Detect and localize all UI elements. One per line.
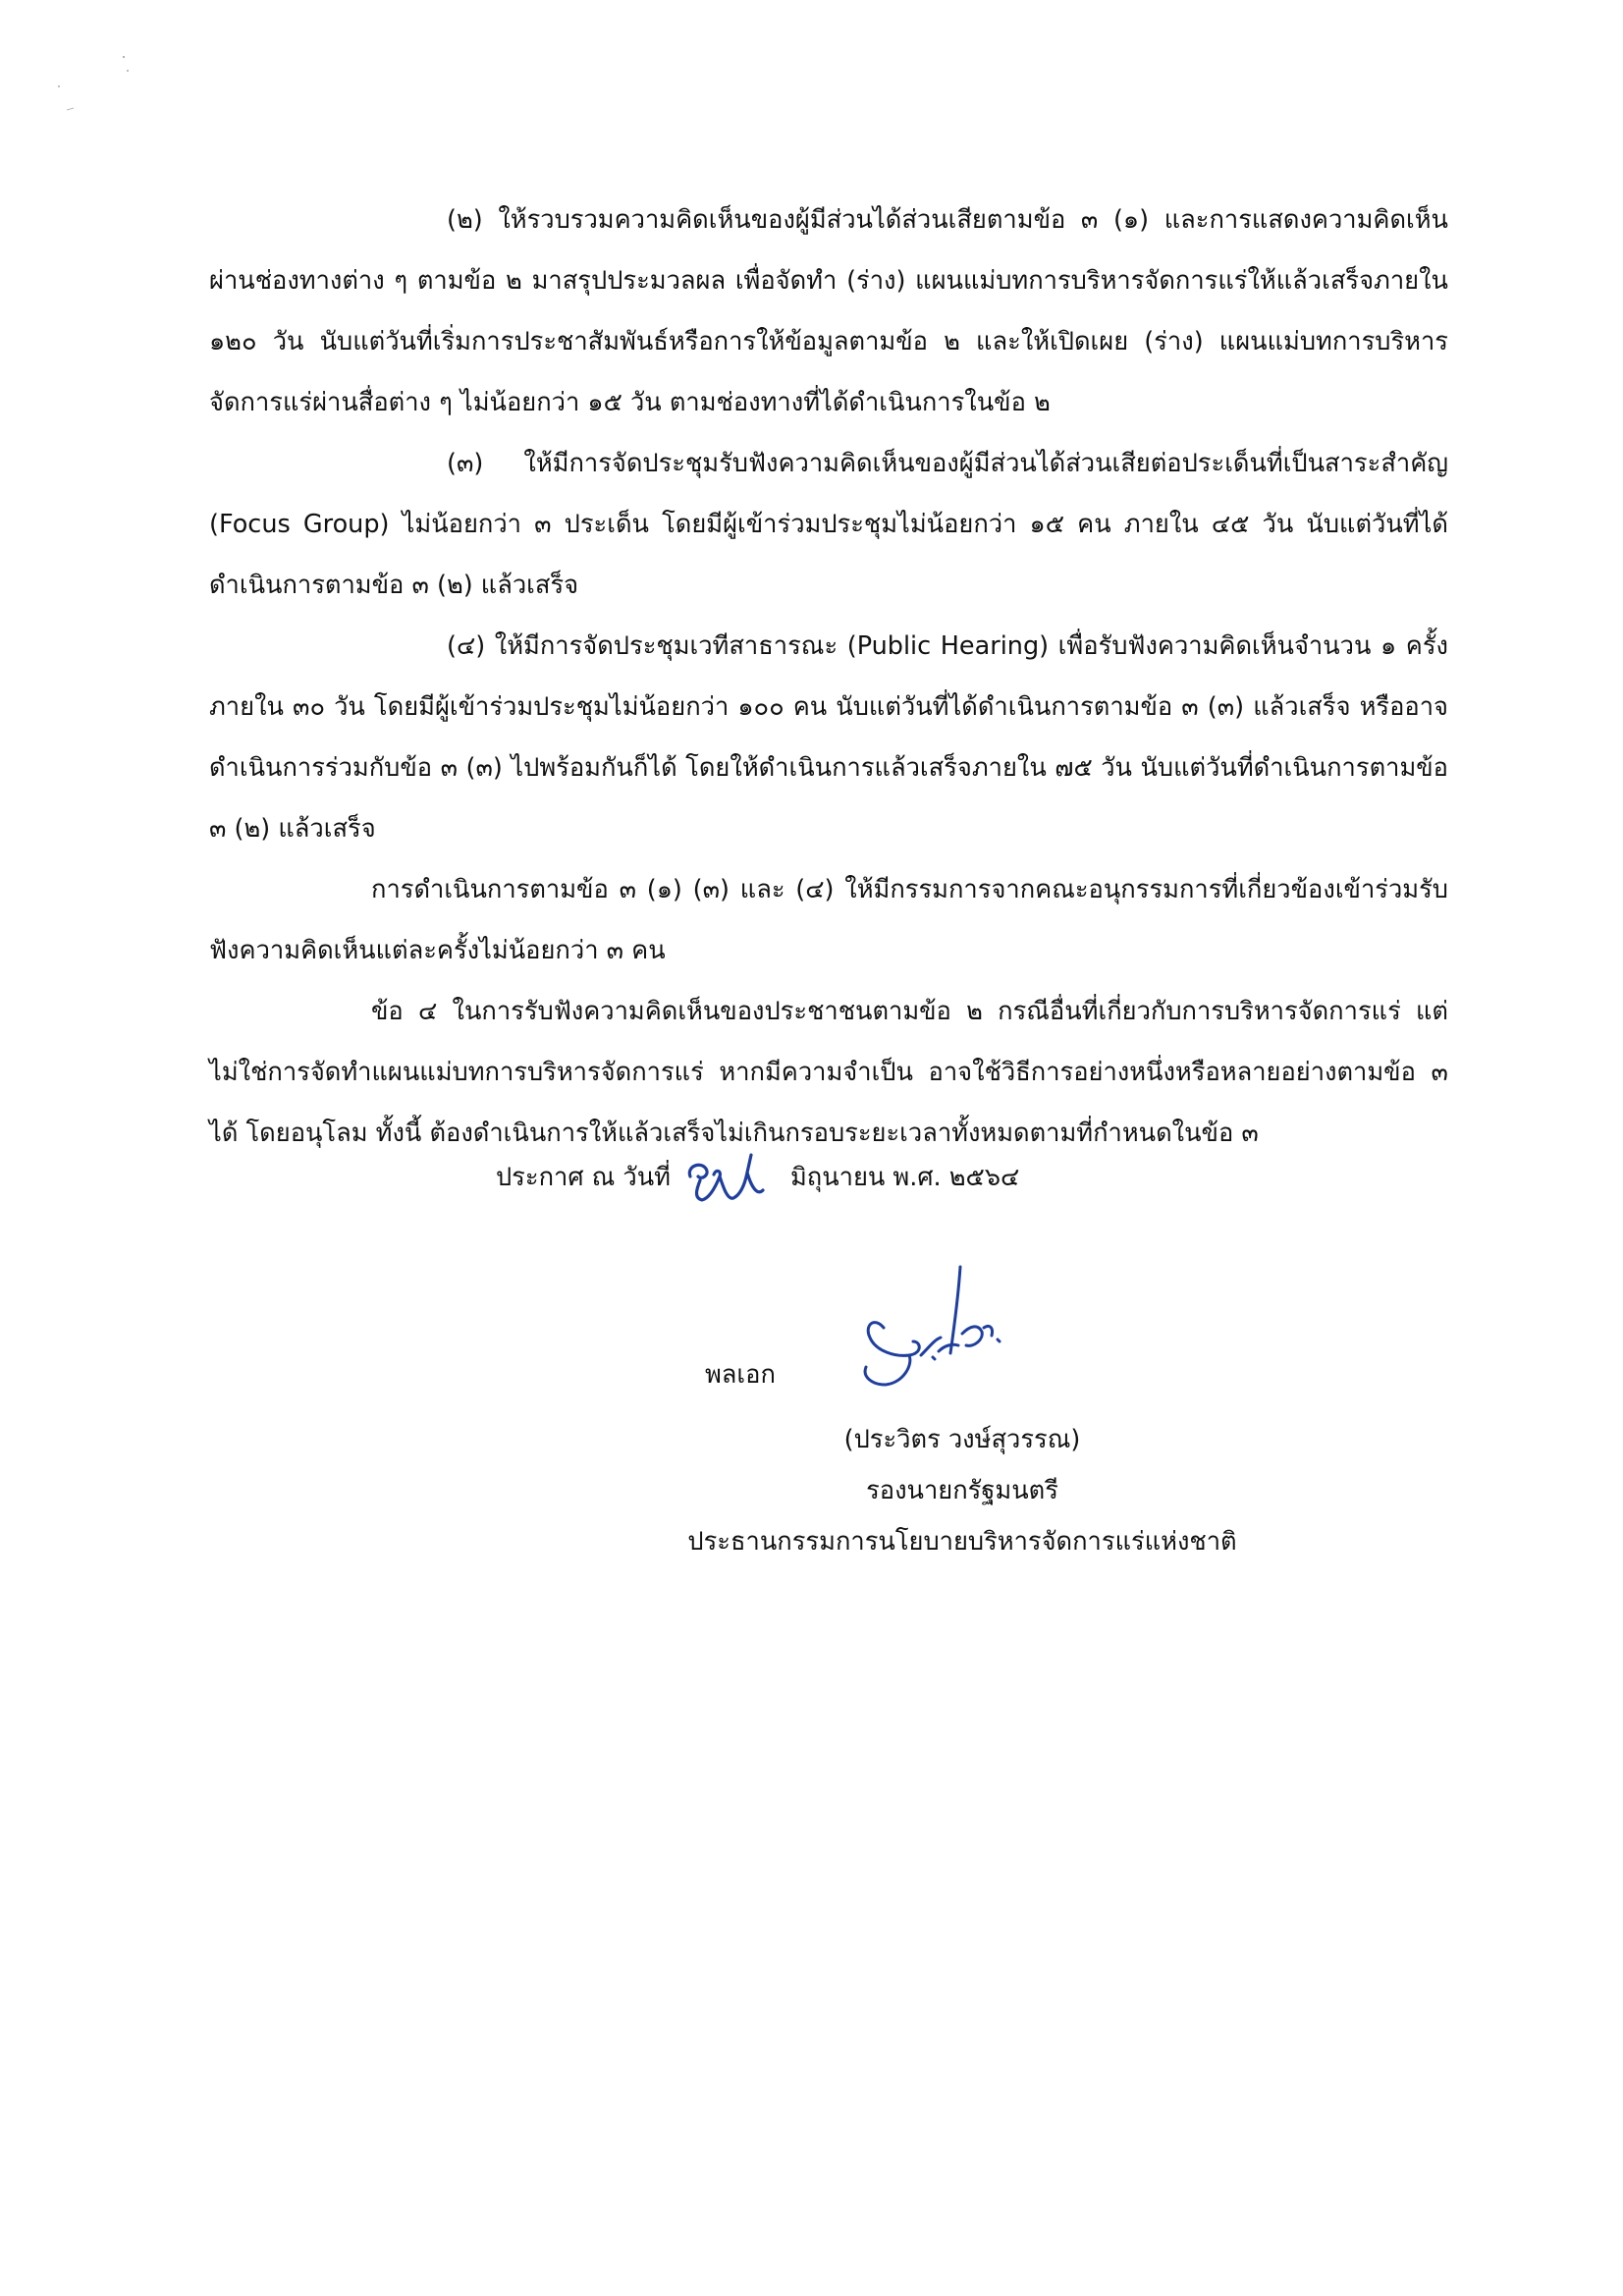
paragraph-clause-4: ข้อ ๔ ในการรับฟังความคิดเห็นของประชาชนตามข้อ ๒ กรณีอื่นที่เกี่ยวกับการบริหารจัดการแร่ แต่ไม่ใช่การจัดทำแผนแม่บทการบริหารจัดการแร่ หากมีความจำเป็น อาจใช้วิธีการอย่างหนึ่งหรือหลายอย่างตามข้อ ๓ ได้ โดยอนุโลม ทั้งนี้ ต้องดำเนินการให้แล้วเสร็จไม่เกินกรอบระยะเวลาทั้งหมดตามที่กำหนดในข้อ ๓: [209, 997, 1448, 1148]
announcement-prefix: ประกาศ ณ วันที่: [496, 1163, 671, 1192]
document-body: [209, 190, 1448, 1164]
signer-name: (ประวิตร วงษ์สุวรรณ): [843, 1425, 1081, 1454]
announcement-date: [496, 1147, 1019, 1208]
scan-specks: [47, 49, 145, 128]
paragraph-committee: การดำเนินการตามข้อ ๓ (๑) (๓) และ (๔) ให้มีกรรมการจากคณะอนุกรรมการที่เกี่ยวข้องเข้าร่วมรับฟังความคิดเห็นแต่ละครั้งไม่น้อยกว่า ๓ คน: [209, 875, 1448, 965]
signer-rank: พลเอก: [705, 1360, 776, 1390]
handwritten-day: [676, 1147, 784, 1208]
handwritten-signature: [815, 1257, 1011, 1404]
signer-position: รองนายกรัฐมนตรี: [866, 1476, 1058, 1505]
paragraph-3-2: (๒) ให้รวบรวมความคิดเห็นของผู้มีส่วนได้ส่วนเสียตามข้อ ๓ (๑) และการแสดงความคิดเห็นผ่านช่องทางต่าง ๆ ตามข้อ ๒ มาสรุปประมวลผล เพื่อจัดทำ (ร่าง) แผนแม่บทการบริหารจัดการแร่ให้แล้วเสร็จภายใน ๑๒๐ วัน นับแต่วันที่เริ่มการประชาสัมพันธ์หรือการให้ข้อมูลตามข้อ ๒ และให้เปิดเผย (ร่าง) แผนแม่บทการบริหารจัดการแร่ผ่านสื่อต่าง ๆ ไม่น้อยกว่า ๑๕ วัน ตามช่องทางที่ได้ดำเนินการในข้อ ๒: [209, 205, 1448, 417]
announcement-month-year: มิถุนายน พ.ศ. ๒๕๖๔: [789, 1163, 1020, 1192]
paragraph-3-4: (๔) ให้มีการจัดประชุมเวทีสาธารณะ (Public Hearing) เพื่อรับฟังความคิดเห็นจำนวน ๑ ครั้ง ภายใน ๓๐ วัน โดยมีผู้เข้าร่วมประชุมไม่น้อยกว่า ๑๐๐ คน นับแต่วันที่ได้ดำเนินการตามข้อ ๓ (๓) แล้วเสร็จ หรืออาจดำเนินการร่วมกับข้อ ๓ (๓) ไปพร้อมกันก็ได้ โดยให้ดำเนินการแล้วเสร็จภายใน ๗๕ วัน นับแต่วันที่ดำเนินการตามข้อ ๓ (๒) แล้วเสร็จ: [209, 631, 1448, 844]
signer-role: ประธานกรรมการนโยบายบริหารจัดการแร่แห่งชาติ: [687, 1527, 1237, 1557]
signer-block: [589, 1414, 1335, 1567]
paragraph-3-3: (๓) ให้มีการจัดประชุมรับฟังความคิดเห็นของผู้มีส่วนได้ส่วนเสียต่อประเด็นที่เป็นสาระสำคัญ (Focus Group) ไม่น้อยกว่า ๓ ประเด็น โดยมีผู้เข้าร่วมประชุมไม่น้อยกว่า ๑๕ คน ภายใน ๔๕ วัน นับแต่วันที่ได้ดำเนินการตามข้อ ๓ (๒) แล้วเสร็จ: [209, 449, 1448, 600]
